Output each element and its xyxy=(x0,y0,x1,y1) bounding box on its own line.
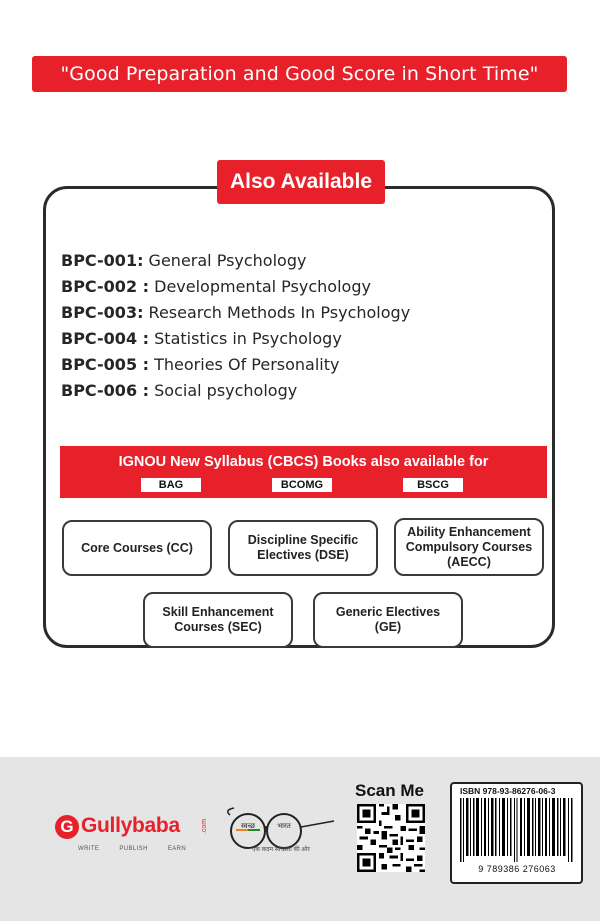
book-item xyxy=(61,248,410,274)
also-available-heading: Also Available xyxy=(217,160,385,204)
book-title: Statistics in Psychology xyxy=(149,329,342,348)
book-title: General Psychology xyxy=(143,251,307,270)
swachh-right-lens-text: भारत xyxy=(277,822,291,830)
book-code: BPC-006 : xyxy=(61,381,150,400)
book-code: BPC-004 : xyxy=(61,329,150,348)
book-item xyxy=(61,300,410,326)
book-list xyxy=(61,248,410,404)
book-item xyxy=(61,378,410,404)
course-aecc: Ability Enhancement Compulsory Courses (AECC) xyxy=(394,518,544,576)
book-title: Research Methods In Psychology xyxy=(143,303,411,322)
book-item xyxy=(61,326,410,352)
tagline-banner: "Good Preparation and Good Score in Short Time" xyxy=(32,56,567,92)
book-code: BPC-005 : xyxy=(61,355,150,374)
book-item xyxy=(61,352,410,378)
book-title: Developmental Psychology xyxy=(149,277,371,296)
book-item xyxy=(61,274,410,300)
book-code: BPC-002 : xyxy=(61,277,150,296)
program-badge-bag: BAG xyxy=(141,478,201,492)
swachh-left-lens-text: स्वच्छ xyxy=(240,822,256,830)
swachh-bharat-caption: एक कदम स्वच्छता की ओर xyxy=(252,847,310,853)
course-core: Core Courses (CC) xyxy=(62,520,212,576)
book-code: BPC-003: xyxy=(61,303,144,322)
gullybaba-name: Gullybaba xyxy=(81,814,180,837)
scan-me-label: Scan Me xyxy=(355,781,424,800)
cbcs-syllabus-banner xyxy=(60,446,547,498)
isbn-label: ISBN 978-93-86276-06-3 xyxy=(460,786,556,796)
book-title: Theories Of Personality xyxy=(149,355,340,374)
gullybaba-mark-icon: G xyxy=(55,815,79,839)
tag-publish: PUBLISH xyxy=(119,846,148,852)
course-dse: Discipline Specific Electives (DSE) xyxy=(228,520,378,576)
book-title: Social psychology xyxy=(149,381,298,400)
tag-earn: EARN xyxy=(167,846,187,852)
barcode-number: 9 789386 276063 xyxy=(478,864,556,874)
course-sec: Skill Enhancement Courses (SEC) xyxy=(143,592,293,648)
program-badge-bcomg: BCOMG xyxy=(272,478,332,492)
barcode-icon xyxy=(458,798,576,862)
qr-code-icon xyxy=(357,804,425,872)
cbcs-syllabus-title: IGNOU New Syllabus (CBCS) Books also available for xyxy=(118,454,489,470)
tag-write: WRITE xyxy=(78,846,100,852)
gullybaba-domain: .com xyxy=(201,818,209,835)
program-badge-bscg: BSCG xyxy=(403,478,463,492)
book-code: BPC-001: xyxy=(61,251,144,270)
isbn-barcode-box xyxy=(450,782,583,884)
gullybaba-tagline xyxy=(78,846,206,852)
course-ge: Generic Electives (GE) xyxy=(313,592,463,648)
gullybaba-logo xyxy=(55,814,209,845)
